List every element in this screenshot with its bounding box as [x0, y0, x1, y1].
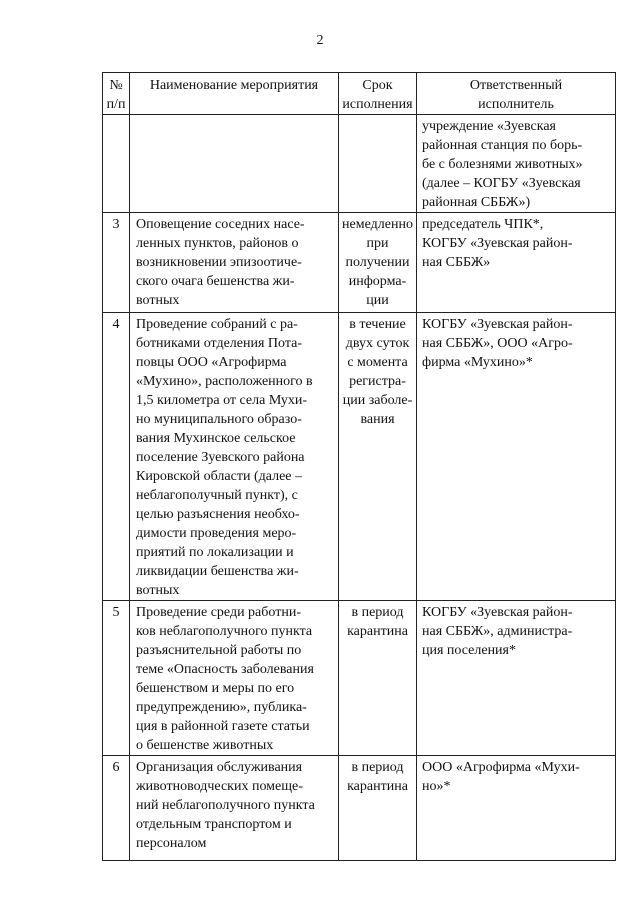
text-line: получении — [345, 255, 410, 270]
text-line: ботниками отделения Пота- — [136, 336, 302, 351]
text-line: ции — [366, 293, 389, 308]
header-name-line: Наименование мероприятия — [149, 78, 319, 93]
header-term — [339, 73, 417, 115]
table-row — [103, 601, 616, 756]
row-term — [339, 313, 417, 601]
text-line: димости проведения меро- — [136, 526, 297, 541]
text-line: карантина — [347, 624, 408, 639]
text-line: но муниципального образо- — [136, 412, 302, 427]
text-line: приятий по локализации и — [136, 545, 294, 560]
row-responsible — [417, 313, 616, 601]
text-line: фирма «Мухино»* — [422, 355, 533, 370]
row-responsible — [417, 213, 616, 313]
text-line: неблагополучный пункт), с — [136, 488, 298, 503]
header-resp — [417, 73, 616, 115]
text-line: о бешенстве животных — [136, 738, 274, 753]
text-line: разъяснительной работы по — [136, 643, 302, 658]
text-line: поселение Зуевского района — [136, 450, 305, 465]
text-line: ООО «Агрофирма «Мухи- — [422, 760, 580, 775]
row-name — [130, 115, 339, 213]
text-line: немедленно — [342, 217, 413, 232]
text-line: бе с болезнями животных» — [422, 157, 583, 172]
text-line: районная станция по борь- — [422, 138, 583, 153]
text-line: районная СББЖ») — [422, 195, 531, 210]
row-num: 3 — [103, 213, 130, 313]
row-responsible — [417, 601, 616, 756]
row-responsible — [417, 115, 616, 213]
table-row — [103, 313, 616, 601]
text-line: животноводческих помеще- — [136, 779, 303, 794]
table-row — [103, 756, 616, 861]
text-line: в период — [351, 760, 404, 775]
row-name — [130, 313, 339, 601]
text-line: «Мухино», расположенного в — [136, 374, 313, 389]
row-num: 6 — [103, 756, 130, 861]
header-name — [130, 73, 339, 115]
text-line: карантина — [347, 779, 408, 794]
text-line: (далее – КОГБУ «Зуевская — [422, 176, 581, 191]
row-responsible — [417, 756, 616, 861]
text-line: Организация обслуживания — [136, 760, 303, 775]
text-line: ная СББЖ» — [422, 255, 491, 270]
table-row — [103, 213, 616, 313]
header-term-line: Срок — [362, 78, 393, 93]
text-line: 1,5 километра от села Мухи- — [136, 393, 308, 408]
text-line: повцы ООО «Агрофирма — [136, 355, 287, 370]
text-line: двух суток — [345, 336, 410, 351]
row-term — [339, 213, 417, 313]
row-name — [130, 601, 339, 756]
header-num — [103, 73, 130, 115]
text-line: ликвидации бешенства жи- — [136, 564, 299, 579]
text-line: Проведение собраний с ра- — [136, 317, 298, 332]
row-term — [339, 601, 417, 756]
text-line: Проведение среди работни- — [136, 605, 301, 620]
text-line: ция поселения* — [422, 643, 516, 658]
header-num-line: № — [109, 78, 123, 93]
table-row — [103, 115, 616, 213]
row-term — [339, 756, 417, 861]
table-header-row — [103, 73, 616, 115]
text-line: председатель ЧПК*, — [422, 217, 544, 232]
text-line: Кировской области (далее – — [136, 469, 302, 484]
text-line: ний неблагополучного пункта — [136, 798, 315, 813]
text-line: в период — [351, 605, 404, 620]
text-line: КОГБУ «Зуевская район- — [422, 236, 573, 251]
text-line: учреждение «Зуевская — [422, 119, 556, 134]
text-line: ная СББЖ», ООО «Агро- — [422, 336, 573, 351]
header-resp-line: исполнитель — [478, 97, 554, 112]
text-line: при — [366, 236, 389, 251]
header-resp-line: Ответственный — [469, 78, 563, 93]
text-line: вотных — [136, 293, 180, 308]
row-term — [339, 115, 417, 213]
text-line: ции заболе- — [342, 393, 413, 408]
row-name — [130, 756, 339, 861]
text-line: ция в районной газете статьи — [136, 719, 310, 734]
row-num — [103, 115, 130, 213]
text-line: возникновении эпизоотиче- — [136, 255, 302, 270]
text-line: регистра- — [349, 374, 406, 389]
text-line: в течение — [349, 317, 406, 332]
text-line: вания Мухинское сельское — [136, 431, 296, 446]
page-number: 2 — [316, 33, 324, 48]
row-num: 5 — [103, 601, 130, 756]
row-num: 4 — [103, 313, 130, 601]
header-num-line: п/п — [106, 97, 126, 112]
text-line: ского очага бешенства жи- — [136, 274, 295, 289]
text-line: теме «Опасность заболевания — [136, 662, 314, 677]
text-line: вотных — [136, 583, 180, 598]
text-line: информа- — [348, 274, 407, 289]
text-line: целью разъяснения необхо- — [136, 507, 300, 522]
text-line: бешенством и меры по его — [136, 681, 295, 696]
text-line: КОГБУ «Зуевская район- — [422, 605, 573, 620]
text-line: КОГБУ «Зуевская район- — [422, 317, 573, 332]
text-line: отдельным транспортом и — [136, 817, 292, 832]
text-line: Оповещение соседних насе- — [136, 217, 305, 232]
text-line: вания — [360, 412, 395, 427]
text-line: но»* — [422, 779, 451, 794]
measures-table — [102, 72, 616, 861]
text-line: с момента — [347, 355, 408, 370]
text-line: предупреждению», публика- — [136, 700, 307, 715]
row-name — [130, 213, 339, 313]
text-line: ная СББЖ», администра- — [422, 624, 573, 639]
text-line: персоналом — [136, 836, 207, 851]
header-term-line: исполнения — [342, 97, 413, 112]
text-line: ков неблагополучного пункта — [136, 624, 313, 639]
text-line: ленных пунктов, районов о — [136, 236, 299, 251]
